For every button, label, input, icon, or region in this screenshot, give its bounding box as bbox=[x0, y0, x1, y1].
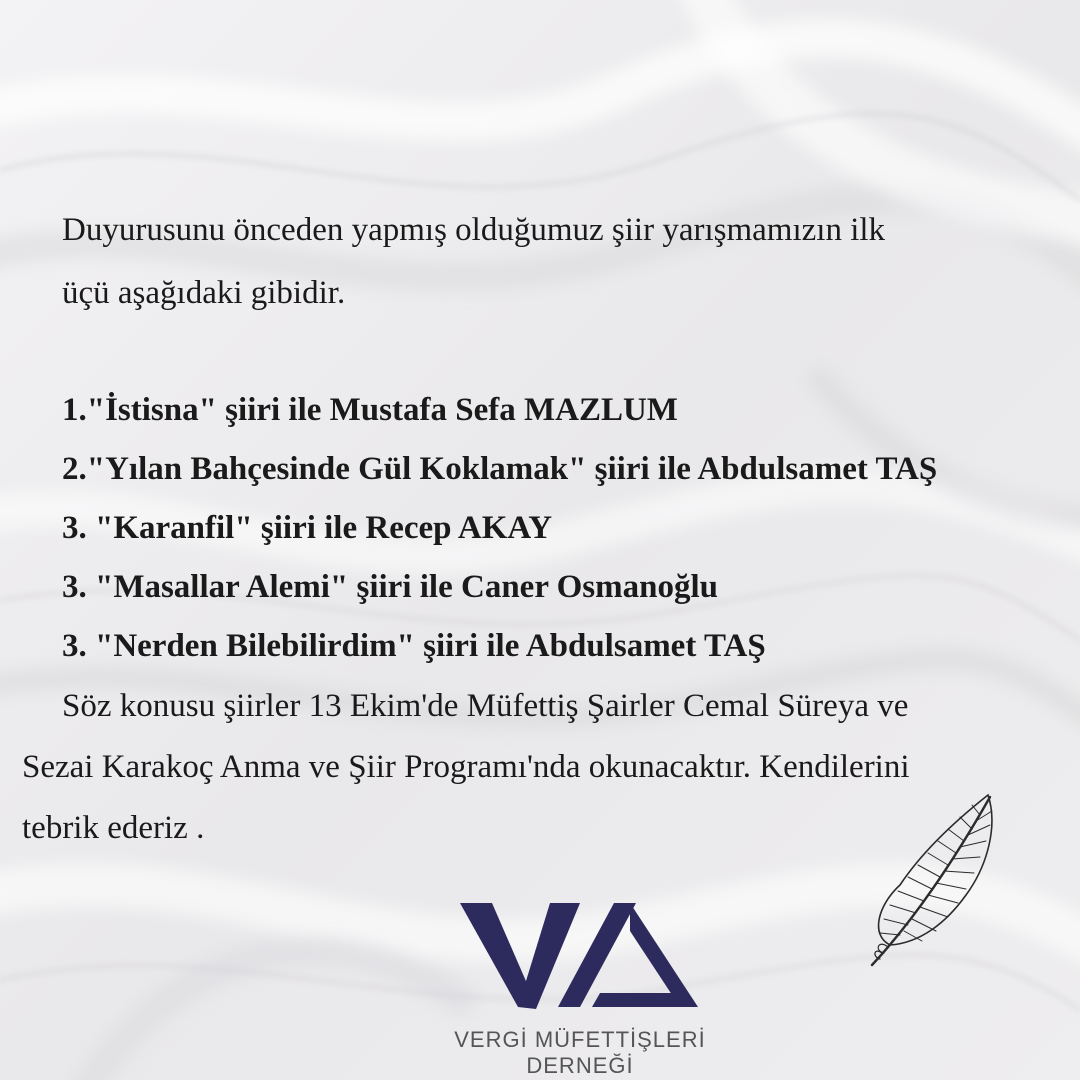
closing-line-3: tebrik ederiz . bbox=[22, 810, 205, 846]
feather-icon bbox=[860, 785, 1010, 975]
winner-item: 3. "Masallar Alemi" şiiri ile Caner Osmanoğlu bbox=[62, 569, 718, 605]
winner-item: 3. "Nerden Bilebilirdim" şiiri ile Abdulsamet TAŞ bbox=[62, 628, 766, 664]
intro-line-2: üçü aşağıdaki gibidir. bbox=[62, 275, 346, 311]
winner-item: 3. "Karanfil" şiiri ile Recep AKAY bbox=[62, 510, 553, 546]
closing-line-1: Söz konusu şiirler 13 Ekim'de Müfettiş Şairler Cemal Süreya ve bbox=[62, 688, 909, 724]
logo-caption-line-2: DERNEĞİ bbox=[526, 1053, 634, 1078]
intro-line-1: Duyurusunu önceden yapmış olduğumuz şiir yarışmamızın ilk bbox=[62, 212, 886, 248]
closing-line-2: Sezai Karakoç Anma ve Şiir Programı'nda okunacaktır. Kendilerini bbox=[22, 749, 910, 785]
winner-item: 1."İstisna" şiiri ile Mustafa Sefa MAZLUM bbox=[62, 392, 678, 428]
logo-caption-line-1: VERGİ MÜFETTİŞLERİ bbox=[454, 1027, 706, 1052]
winner-item: 2."Yılan Bahçesinde Gül Koklamak" şiiri ile Abdulsamet TAŞ bbox=[62, 451, 938, 487]
